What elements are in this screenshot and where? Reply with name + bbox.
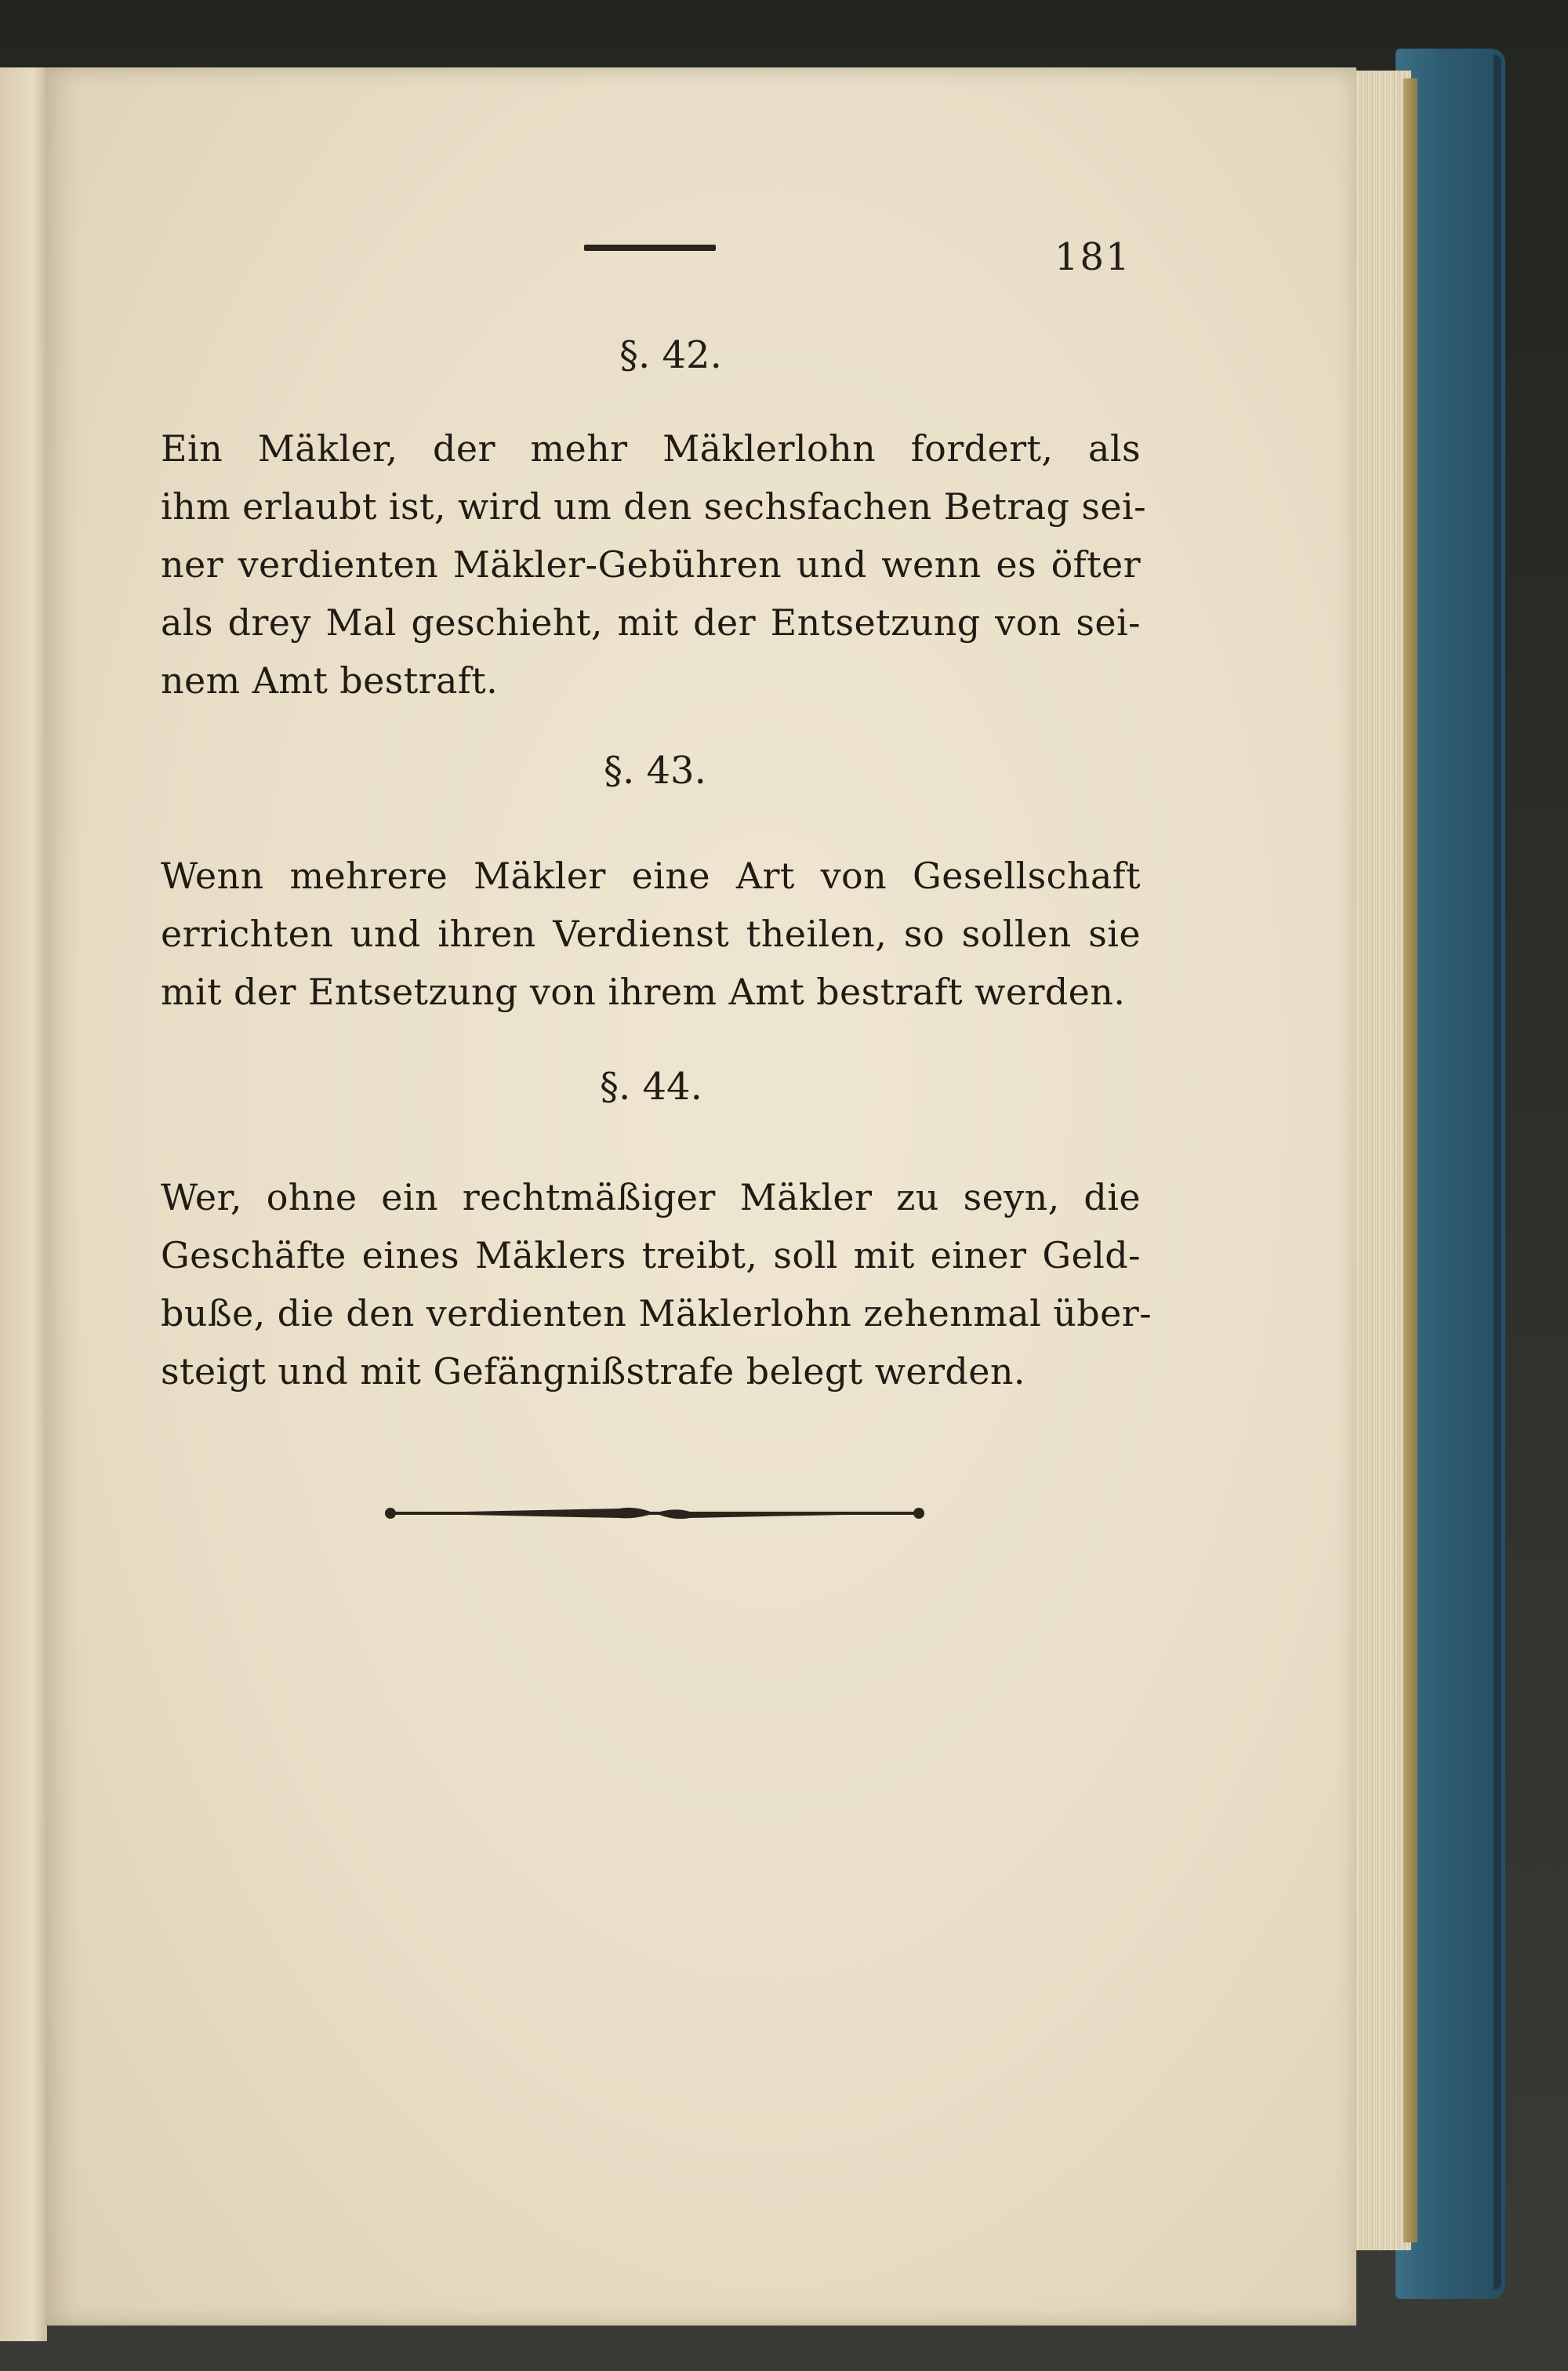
gilt-edge — [1403, 78, 1417, 2242]
page-number: 181 — [1054, 235, 1131, 279]
section-heading-43: §. 43. — [604, 749, 706, 793]
paragraph-line: Geschäfte eines Mäklers treibt, soll mit einer Geld- — [161, 1234, 1141, 1276]
section-heading-42: §. 42. — [619, 333, 722, 377]
section-heading-44: §. 44. — [600, 1065, 702, 1109]
book-cover-edge — [1494, 55, 1501, 2289]
paragraph-42 — [161, 419, 1147, 710]
paragraph-line: Wenn mehrere Mäkler eine Art von Gesellschaft — [161, 855, 1141, 897]
paragraph-line: buße, die den verdienten Mäklerlohn zehenmal über- — [161, 1292, 1152, 1334]
paragraph-44 — [161, 1168, 1152, 1400]
paragraph-43 — [161, 847, 1141, 1021]
header-rule — [584, 245, 716, 251]
paragraph-line: steigt und mit Gefängnißstrafe belegt werden. — [161, 1350, 1025, 1392]
previous-page-edge — [0, 67, 47, 2341]
paragraph-line: ner verdienten Mäkler-Gebühren und wenn es öfter — [161, 543, 1141, 586]
paragraph-line: als drey Mal geschieht, mit der Entsetzung von sei- — [161, 601, 1141, 644]
paragraph-line: ihm erlaubt ist, wird um den sechsfachen Betrag sei- — [161, 485, 1147, 528]
end-ornament-rule — [384, 1498, 925, 1529]
paragraph-line: errichten und ihren Verdienst theilen, so sollen sie — [161, 913, 1141, 955]
paragraph-line: nem Amt bestraft. — [161, 659, 499, 702]
paragraph-line: Ein Mäkler, der mehr Mäklerlohn fordert, als — [161, 427, 1141, 470]
page-fore-edge — [1348, 71, 1411, 2250]
paragraph-line: mit der Entsetzung von ihrem Amt bestraft werden. — [161, 971, 1126, 1013]
paragraph-line: Wer, ohne ein rechtmäßiger Mäkler zu seyn, die — [161, 1176, 1141, 1218]
